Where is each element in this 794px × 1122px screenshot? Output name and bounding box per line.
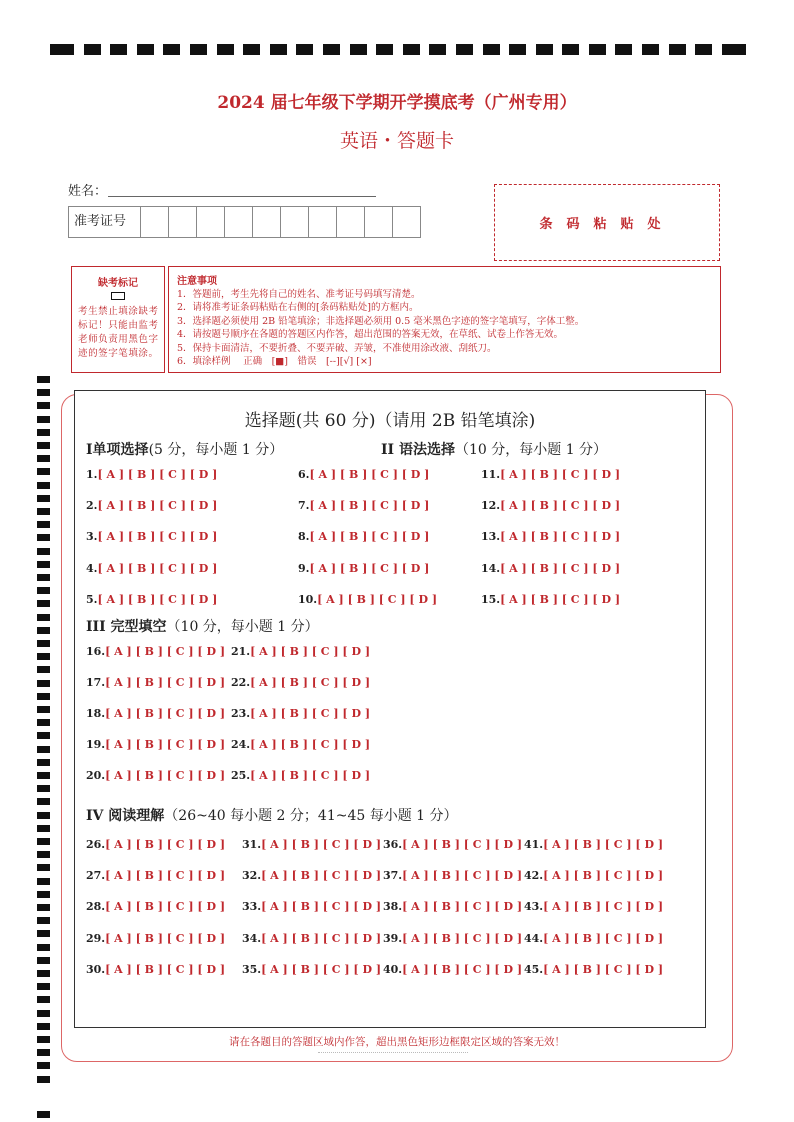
answer-row[interactable]	[524, 869, 663, 882]
timing-mark	[37, 706, 50, 713]
instruction-line: 4．请按题号顺序在各题的答题区内作答，超出范围的答案无效，在草纸、试卷上作答无效。	[177, 329, 564, 341]
question-number: 6.	[298, 468, 310, 481]
answer-row[interactable]	[231, 738, 370, 751]
question-number: 42.	[524, 869, 544, 882]
question-number: 13.	[481, 530, 501, 543]
barcode-area: 条码粘贴处	[494, 184, 720, 261]
timing-mark	[37, 508, 50, 515]
answer-row[interactable]	[383, 963, 522, 976]
answer-row[interactable]	[242, 932, 381, 945]
answer-row[interactable]	[242, 869, 381, 882]
timing-mark	[37, 416, 50, 423]
question-number: 17.	[86, 676, 106, 689]
answer-row[interactable]	[524, 932, 663, 945]
answer-row[interactable]	[86, 530, 217, 543]
answer-options[interactable]: [ A ] [ B ] [ C ] [ D ]	[261, 932, 382, 945]
instruction-line: 3．选择题必须使用 2B 铅笔填涂；非选择题必须用 0.5 毫米黑色字迹的签字笔填写，字体工整。	[177, 315, 585, 327]
answer-options[interactable]: [ A ] [ B ] [ C ] [ D ]	[105, 932, 226, 945]
answer-options[interactable]: [ A ] [ B ] [ C ] [ D ]	[97, 530, 218, 543]
section-heading-rest: （10 分，每小题 1 分）	[454, 442, 608, 458]
choice-section-title: 选择题(共 60 分)（请用 2B 铅笔填涂)	[244, 411, 536, 431]
timing-mark	[37, 957, 50, 964]
timing-mark	[323, 44, 340, 55]
answer-options[interactable]: [ A ] [ B ] [ C ] [ D ]	[309, 468, 430, 481]
answer-row[interactable]	[86, 676, 225, 689]
timing-mark	[37, 640, 50, 647]
timing-mark	[243, 44, 260, 55]
timing-mark	[37, 719, 50, 726]
answer-options[interactable]: [ A ] [ B ] [ C ] [ D ]	[402, 900, 523, 913]
answer-row[interactable]	[86, 468, 217, 481]
question-number: 32.	[242, 869, 262, 882]
section-heading-2	[381, 439, 607, 459]
absent-mark-box	[71, 266, 165, 373]
timing-mark	[562, 44, 579, 55]
instructions-box	[168, 266, 721, 373]
name-field[interactable]	[108, 196, 376, 197]
timing-mark	[110, 44, 127, 55]
exam-id-cell[interactable]	[225, 207, 253, 237]
timing-mark	[429, 44, 446, 55]
answer-options[interactable]: [ A ] [ B ] [ C ] [ D ]	[250, 738, 371, 751]
answer-row[interactable]	[298, 530, 429, 543]
footer-warning: 请在各题目的答题区域内作答，超出黑色矩形边框限定区域的答案无效！	[229, 1036, 565, 1048]
answer-options[interactable]: [ A ] [ B ] [ C ] [ D ]	[97, 593, 218, 606]
question-number: 45.	[524, 963, 544, 976]
timing-mark	[37, 970, 50, 977]
answer-row[interactable]	[86, 645, 225, 658]
answer-options[interactable]: [ A ] [ B ] [ C ] [ D ]	[500, 499, 621, 512]
question-number: 9.	[298, 562, 310, 575]
answer-row[interactable]	[242, 838, 381, 851]
timing-mark	[483, 44, 500, 55]
timing-mark	[37, 1049, 50, 1056]
timing-mark	[270, 44, 287, 55]
question-number: 16.	[86, 645, 106, 658]
answer-row[interactable]	[383, 869, 522, 882]
timing-mark	[296, 44, 313, 55]
timing-mark	[37, 574, 50, 581]
question-number: 30.	[86, 963, 106, 976]
answer-options[interactable]: [ A ] [ B ] [ C ] [ D ]	[97, 468, 218, 481]
absent-mark-title: 缺考标记	[98, 278, 138, 289]
answer-row[interactable]	[86, 738, 225, 751]
section-heading-bold: III 完型填空	[86, 619, 167, 635]
section-heading-4	[86, 805, 458, 825]
question-number: 36.	[383, 838, 403, 851]
timing-mark	[37, 376, 50, 383]
timing-mark	[37, 996, 50, 1003]
page-title: 2024 届七年级下学期开学摸底考（广州专用）	[217, 93, 577, 113]
answer-options[interactable]: [ A ] [ B ] [ C ] [ D ]	[105, 963, 226, 976]
answer-options[interactable]: [ A ] [ B ] [ C ] [ D ]	[543, 963, 664, 976]
question-number: 10.	[298, 593, 318, 606]
question-number: 33.	[242, 900, 262, 913]
timing-mark	[137, 44, 154, 55]
question-number: 26.	[86, 838, 106, 851]
timing-mark	[403, 44, 420, 55]
answer-row[interactable]	[383, 932, 522, 945]
instruction-line: 5．保持卡面清洁，不要折叠、不要弄破、弄皱，不准使用涂改液、刮纸刀。	[177, 342, 497, 354]
question-number: 34.	[242, 932, 262, 945]
answer-options[interactable]: [ A ] [ B ] [ C ] [ D ]	[543, 869, 664, 882]
answer-options[interactable]: [ A ] [ B ] [ C ] [ D ]	[250, 645, 371, 658]
answer-row[interactable]	[481, 593, 620, 606]
timing-mark	[615, 44, 632, 55]
section-heading-3	[86, 616, 319, 636]
timing-mark	[37, 812, 50, 819]
question-number: 22.	[231, 676, 251, 689]
exam-id-cell[interactable]	[141, 207, 169, 237]
section-heading-bold: I单项选择	[86, 442, 149, 458]
timing-mark	[37, 759, 50, 766]
timing-mark	[722, 44, 746, 55]
timing-mark	[163, 44, 180, 55]
question-number: 23.	[231, 707, 251, 720]
timing-mark	[37, 653, 50, 660]
answer-row[interactable]	[524, 838, 663, 851]
answer-row[interactable]	[481, 499, 620, 512]
timing-mark	[37, 1076, 50, 1083]
answer-options[interactable]: [ A ] [ B ] [ C ] [ D ]	[250, 769, 371, 782]
answer-row[interactable]	[524, 963, 663, 976]
section-heading-1	[86, 439, 283, 459]
question-number: 2.	[86, 499, 98, 512]
timing-mark	[37, 772, 50, 779]
timing-mark	[190, 44, 207, 55]
answer-options[interactable]: [ A ] [ B ] [ C ] [ D ]	[500, 562, 621, 575]
timing-mark	[376, 44, 393, 55]
question-number: 19.	[86, 738, 106, 751]
answer-row[interactable]	[231, 645, 370, 658]
timing-mark	[37, 389, 50, 396]
timing-mark	[642, 44, 659, 55]
question-number: 40.	[383, 963, 403, 976]
section-heading-bold: II 语法选择	[381, 442, 455, 458]
answer-options[interactable]: [ A ] [ B ] [ C ] [ D ]	[105, 707, 226, 720]
answer-row[interactable]	[231, 769, 370, 782]
answer-row[interactable]	[242, 963, 381, 976]
section-heading-rest: （26~40 每小题 2 分；41~45 每小题 1 分）	[164, 808, 458, 824]
question-number: 11.	[481, 468, 501, 481]
timing-mark	[509, 44, 526, 55]
timing-mark	[669, 44, 686, 55]
exam-id-cell[interactable]	[197, 207, 225, 237]
page-subtitle: 英语・答题卡	[339, 130, 454, 152]
timing-mark	[37, 548, 50, 555]
exam-id-label: 准考证号	[69, 207, 141, 237]
answer-options[interactable]: [ A ] [ B ] [ C ] [ D ]	[250, 707, 371, 720]
answer-row[interactable]	[231, 676, 370, 689]
question-number: 43.	[524, 900, 544, 913]
answer-row[interactable]	[86, 593, 217, 606]
question-number: 3.	[86, 530, 98, 543]
answer-row[interactable]	[481, 468, 620, 481]
answer-options[interactable]: [ A ] [ B ] [ C ] [ D ]	[500, 593, 621, 606]
answer-options[interactable]: [ A ] [ B ] [ C ] [ D ]	[543, 900, 664, 913]
timing-mark	[37, 1023, 50, 1030]
timing-mark	[37, 825, 50, 832]
timing-mark	[84, 44, 101, 55]
question-number: 12.	[481, 499, 501, 512]
section-heading-bold: IV 阅读理解	[86, 808, 165, 824]
answer-options[interactable]: [ A ] [ B ] [ C ] [ D ]	[402, 869, 523, 882]
section-heading-rest: （10 分，每小题 1 分）	[166, 619, 319, 635]
question-number: 15.	[481, 593, 501, 606]
question-number: 20.	[86, 769, 106, 782]
timing-mark	[37, 402, 50, 409]
answer-options[interactable]: [ A ] [ B ] [ C ] [ D ]	[402, 963, 523, 976]
left-timing-marks	[37, 376, 51, 1122]
timing-mark	[350, 44, 367, 55]
answer-row[interactable]	[86, 562, 217, 575]
timing-mark	[50, 44, 74, 55]
question-number: 1.	[86, 468, 98, 481]
answer-row[interactable]	[86, 707, 225, 720]
answer-options[interactable]: [ A ] [ B ] [ C ] [ D ]	[105, 645, 226, 658]
answer-row[interactable]	[298, 468, 429, 481]
answer-options[interactable]: [ A ] [ B ] [ C ] [ D ]	[543, 932, 664, 945]
answer-options[interactable]: [ A ] [ B ] [ C ] [ D ]	[97, 562, 218, 575]
timing-mark	[37, 468, 50, 475]
timing-mark	[37, 614, 50, 621]
question-number: 4.	[86, 562, 98, 575]
timing-mark	[37, 482, 50, 489]
timing-mark	[37, 983, 50, 990]
question-number: 8.	[298, 530, 310, 543]
timing-mark	[37, 785, 50, 792]
answer-options[interactable]: [ A ] [ B ] [ C ] [ D ]	[97, 499, 218, 512]
answer-options[interactable]: [ A ] [ B ] [ C ] [ D ]	[309, 530, 430, 543]
answer-options[interactable]: [ A ] [ B ] [ C ] [ D ]	[105, 769, 226, 782]
answer-row[interactable]	[383, 900, 522, 913]
answer-row[interactable]	[86, 963, 225, 976]
timing-mark	[37, 534, 50, 541]
timing-mark	[37, 693, 50, 700]
answer-options[interactable]: [ A ] [ B ] [ C ] [ D ]	[309, 562, 430, 575]
answer-row[interactable]	[298, 499, 429, 512]
answer-row[interactable]	[298, 593, 437, 606]
question-number: 25.	[231, 769, 251, 782]
question-number: 39.	[383, 932, 403, 945]
question-number: 41.	[524, 838, 544, 851]
answer-row[interactable]	[231, 707, 370, 720]
instruction-line: 6．填涂样例 正确 [■] 错误 [--][√] [×]	[177, 356, 372, 368]
timing-mark	[37, 930, 50, 937]
answer-row[interactable]	[86, 838, 225, 851]
answer-row[interactable]	[383, 838, 522, 851]
timing-mark	[37, 904, 50, 911]
answer-options[interactable]: [ A ] [ B ] [ C ] [ D ]	[105, 738, 226, 751]
timing-mark	[589, 44, 606, 55]
question-number: 5.	[86, 593, 98, 606]
answer-options[interactable]: [ A ] [ B ] [ C ] [ D ]	[250, 676, 371, 689]
exam-id-field[interactable]	[68, 206, 421, 238]
timing-mark	[37, 878, 50, 885]
exam-id-cell[interactable]	[169, 207, 197, 237]
answer-options[interactable]: [ A ] [ B ] [ C ] [ D ]	[105, 676, 226, 689]
timing-mark	[37, 838, 50, 845]
answer-options[interactable]: [ A ] [ B ] [ C ] [ D ]	[402, 932, 523, 945]
question-number: 44.	[524, 932, 544, 945]
answer-row[interactable]	[481, 530, 620, 543]
question-number: 24.	[231, 738, 251, 751]
timing-mark	[37, 521, 50, 528]
timing-mark	[37, 627, 50, 634]
timing-mark	[37, 666, 50, 673]
answer-options[interactable]: [ A ] [ B ] [ C ] [ D ]	[261, 900, 382, 913]
timing-mark	[37, 851, 50, 858]
answer-options[interactable]: [ A ] [ B ] [ C ] [ D ]	[105, 838, 226, 851]
answer-row[interactable]	[242, 900, 381, 913]
timing-mark	[37, 1010, 50, 1017]
answer-options[interactable]: [ A ] [ B ] [ C ] [ D ]	[105, 869, 226, 882]
timing-mark	[37, 864, 50, 871]
timing-mark	[695, 44, 712, 55]
question-number: 18.	[86, 707, 106, 720]
answer-options[interactable]: [ A ] [ B ] [ C ] [ D ]	[317, 593, 438, 606]
section-heading-rest: (5 分，每小题 1 分）	[148, 442, 284, 458]
timing-mark	[37, 600, 50, 607]
exam-id-cell[interactable]	[253, 207, 281, 237]
top-timing-marks	[50, 44, 746, 56]
exam-id-cell[interactable]	[393, 207, 420, 237]
instruction-line: 1．答题前，考生先将自己的姓名、准考证号码填写清楚。	[177, 289, 421, 300]
timing-mark	[37, 732, 50, 739]
answer-row[interactable]	[298, 562, 429, 575]
question-number: 29.	[86, 932, 106, 945]
timing-mark	[37, 587, 50, 594]
question-number: 27.	[86, 869, 106, 882]
name-label: 姓名：	[68, 184, 108, 199]
timing-mark	[37, 561, 50, 568]
timing-mark	[37, 455, 50, 462]
timing-mark	[37, 429, 50, 436]
answer-options[interactable]: [ A ] [ B ] [ C ] [ D ]	[261, 838, 382, 851]
exam-id-cell[interactable]	[365, 207, 393, 237]
absent-mark-text: 考生禁止填涂缺考标记！只能由监考老师负责用黑色字迹的签字笔填涂。	[78, 306, 158, 359]
answer-options[interactable]: [ A ] [ B ] [ C ] [ D ]	[261, 963, 382, 976]
timing-mark	[37, 442, 50, 449]
exam-id-cell[interactable]	[337, 207, 365, 237]
question-number: 7.	[298, 499, 310, 512]
timing-mark	[37, 746, 50, 753]
timing-mark	[536, 44, 553, 55]
question-number: 21.	[231, 645, 251, 658]
timing-mark	[37, 917, 50, 924]
answer-row[interactable]	[524, 900, 663, 913]
answer-options[interactable]: [ A ] [ B ] [ C ] [ D ]	[309, 499, 430, 512]
answer-row[interactable]	[86, 932, 225, 945]
answer-row[interactable]	[86, 900, 225, 913]
answer-row[interactable]	[86, 499, 217, 512]
timing-mark	[217, 44, 234, 55]
instructions-title: 注意事项	[177, 276, 217, 287]
exam-id-cell[interactable]	[309, 207, 337, 237]
question-number: 31.	[242, 838, 262, 851]
timing-mark	[37, 1062, 50, 1069]
exam-id-cell[interactable]	[281, 207, 309, 237]
answer-options[interactable]: [ A ] [ B ] [ C ] [ D ]	[105, 900, 226, 913]
answer-row[interactable]	[86, 869, 225, 882]
answer-row[interactable]	[86, 769, 225, 782]
question-number: 14.	[481, 562, 501, 575]
answer-options[interactable]: [ A ] [ B ] [ C ] [ D ]	[500, 468, 621, 481]
timing-mark	[37, 1111, 50, 1118]
question-number: 35.	[242, 963, 262, 976]
footer-faint-text	[318, 1046, 468, 1053]
timing-mark	[37, 680, 50, 687]
instruction-line: 2．请将准考证条码粘贴在右侧的[条码粘贴处]的方框内。	[177, 302, 419, 314]
question-number: 37.	[383, 869, 403, 882]
answer-options[interactable]: [ A ] [ B ] [ C ] [ D ]	[261, 869, 382, 882]
answer-options[interactable]: [ A ] [ B ] [ C ] [ D ]	[402, 838, 523, 851]
answer-options[interactable]: [ A ] [ B ] [ C ] [ D ]	[500, 530, 621, 543]
timing-mark	[37, 891, 50, 898]
question-number: 28.	[86, 900, 106, 913]
answer-row[interactable]	[481, 562, 620, 575]
absent-mark-checkbox[interactable]	[111, 292, 125, 300]
timing-mark	[456, 44, 473, 55]
timing-mark	[37, 495, 50, 502]
timing-mark	[37, 944, 50, 951]
answer-options[interactable]: [ A ] [ B ] [ C ] [ D ]	[543, 838, 664, 851]
timing-mark	[37, 798, 50, 805]
question-number: 38.	[383, 900, 403, 913]
